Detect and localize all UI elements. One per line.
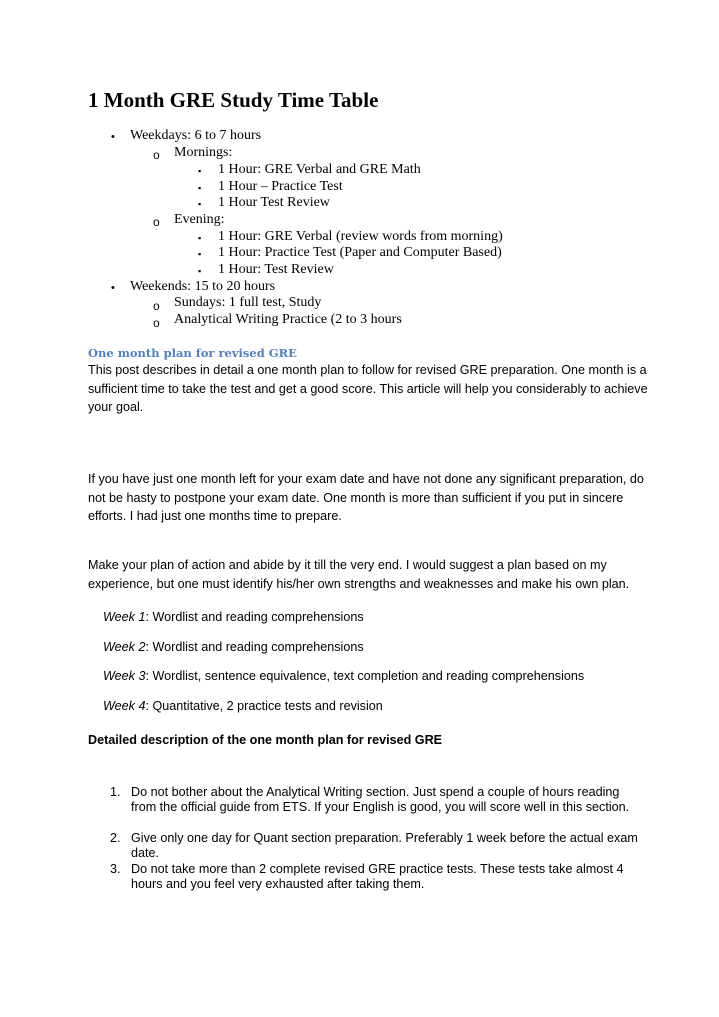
week-1-line <box>103 610 364 624</box>
bullet-square-icon: ▪ <box>198 266 202 276</box>
bullet-disc-icon: • <box>111 131 115 143</box>
week-text: : Quantitative, 2 practice tests and revision <box>145 699 383 713</box>
list-item-evening-1: 1 Hour: GRE Verbal (review words from morning) <box>218 229 503 244</box>
week-text: : Wordlist and reading comprehensions <box>145 610 364 624</box>
bullet-square-icon: ▪ <box>198 199 202 209</box>
week-label: Week 4 <box>103 699 146 713</box>
detail-heading: Detailed description of the one month plan for revised GRE <box>88 733 443 747</box>
week-4-line <box>103 699 383 713</box>
paragraph-intro: This post describes in detail a one month plan to follow for revised GRE preparation. One month is a sufficient time to take the test and get a good score. This article will help you considerably to achieve your goal. <box>88 363 648 414</box>
week-label: Week 1 <box>103 610 146 624</box>
week-text: : Wordlist and reading comprehensions <box>145 640 364 654</box>
list-item-evening-2: 1 Hour: Practice Test (Paper and Computer Based) <box>218 245 502 260</box>
list-item-morning-3: 1 Hour Test Review <box>218 195 330 210</box>
item-text: Do not bother about the Analytical Writing section. Just spend a couple of hours reading from the official guide from ETS. If your English is good, you will score well in this section. <box>131 785 630 814</box>
bullet-circle-icon: o <box>153 316 160 330</box>
list-item-analytical-writing: Analytical Writing Practice (2 to 3 hours <box>174 312 402 327</box>
paragraph-plan: Make your plan of action and abide by it till the very end. I would suggest a plan based on my experience, but one must identify his/her own strengths and weaknesses and make his own plan. <box>88 558 630 591</box>
item-number: 1. <box>110 785 121 799</box>
bullet-circle-icon: o <box>153 215 160 229</box>
item-number: 3. <box>110 862 121 876</box>
list-item-morning-1: 1 Hour: GRE Verbal and GRE Math <box>218 162 421 177</box>
week-label: Week 2 <box>103 640 146 654</box>
list-item-weekends: Weekends: 15 to 20 hours <box>130 279 276 294</box>
bullet-circle-icon: o <box>153 299 160 313</box>
bullet-square-icon: ▪ <box>198 233 202 243</box>
week-label: Week 3 <box>103 669 146 683</box>
paragraph-one-month: If you have just one month left for your exam date and have not done any significant preparation, do not be hasty to postpone your exam date. One month is more than sufficient if you put in sincere efforts. I had just one months time to prepare. <box>88 472 644 523</box>
list-item-weekdays: Weekdays: 6 to 7 hours <box>130 128 262 143</box>
item-text: Give only one day for Quant section preparation. Preferably 1 week before the actual exam date. <box>131 831 638 860</box>
bullet-square-icon: ▪ <box>198 249 202 259</box>
list-item-sundays: Sundays: 1 full test, Study <box>174 295 322 310</box>
list-item-evening: Evening: <box>174 212 225 227</box>
list-item-mornings: Mornings: <box>174 145 233 160</box>
bullet-circle-icon: o <box>153 148 160 162</box>
section-heading: One month plan for revised GRE <box>88 346 297 360</box>
week-3-line <box>103 669 584 683</box>
page-title: 1 Month GRE Study Time Table <box>88 88 379 112</box>
list-item-morning-2: 1 Hour – Practice Test <box>218 179 343 194</box>
week-text: : Wordlist, sentence equivalence, text completion and reading comprehensions <box>145 669 585 683</box>
list-item-evening-3: 1 Hour: Test Review <box>218 262 334 277</box>
week-2-line <box>103 640 364 654</box>
bullet-square-icon: ▪ <box>198 166 202 176</box>
item-text: Do not take more than 2 complete revised GRE practice tests. These tests take almost 4 hours and you feel very exhausted after taking them. <box>131 862 624 891</box>
bullet-square-icon: ▪ <box>198 183 202 193</box>
item-number: 2. <box>110 831 121 845</box>
bullet-disc-icon: • <box>111 282 115 294</box>
